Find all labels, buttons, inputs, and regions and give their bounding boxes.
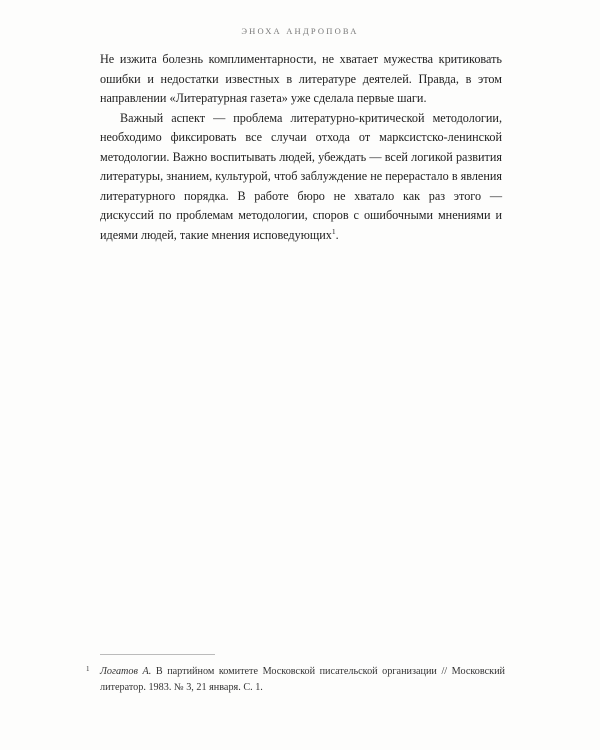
footnote-reference: 1 xyxy=(331,226,336,236)
footnote-divider xyxy=(100,654,215,655)
footnote-marker: 1 xyxy=(86,665,90,673)
paragraph-2: Важный аспект — проблема литературно-критической методологии, необходимо фиксировать все случаи отхода от марксистско-ленинской методологии. Важно воспитывать людей, убеждать — всей логикой развития литературы, знанием, культурой, чтоб заблуждение не перерастало в явления литературного порядка. В работе бюро не хватало как раз этого — дискуссий по проблемам методологии, споров с ошибочными мнениями и идеями людей, такие мнения исповедующих$^1$. xyxy=(100,110,502,242)
paragraph-2-text: Важный аспект — проблема литературно-критической методологии, необходимо фиксировать все случаи отхода от марксистско-ленинской методологии. Важно воспитывать людей, убеждать — всей логикой развития литературы, знанием, культурой, чтоб заблуждение не перерастало в явления литературного порядка. В работе бюро не хватало как раз этого — дискуссий по проблемам методологии, споров с ошибочными мнениями и идеями людей, такие мнения исповедующих xyxy=(100,110,502,242)
footnote-author: Логатов А. xyxy=(100,666,152,677)
running-head: ЭНОХА АНДРОПОВА xyxy=(241,26,359,36)
footnote xyxy=(86,664,505,695)
paragraph-1: Не изжита болезнь комплиментарности, не хватает мужества критиковать ошибки и недостатки известных в литературе деятелей. Правда, в этом направлении «Литературная газета» уже сделала первые шаги. xyxy=(100,52,502,105)
main-text xyxy=(100,50,502,245)
footnote-text: В партийном комитете Московской писательской организации // Московский литератор. 1983. № 3, 21 января. С. 1. xyxy=(100,666,505,693)
